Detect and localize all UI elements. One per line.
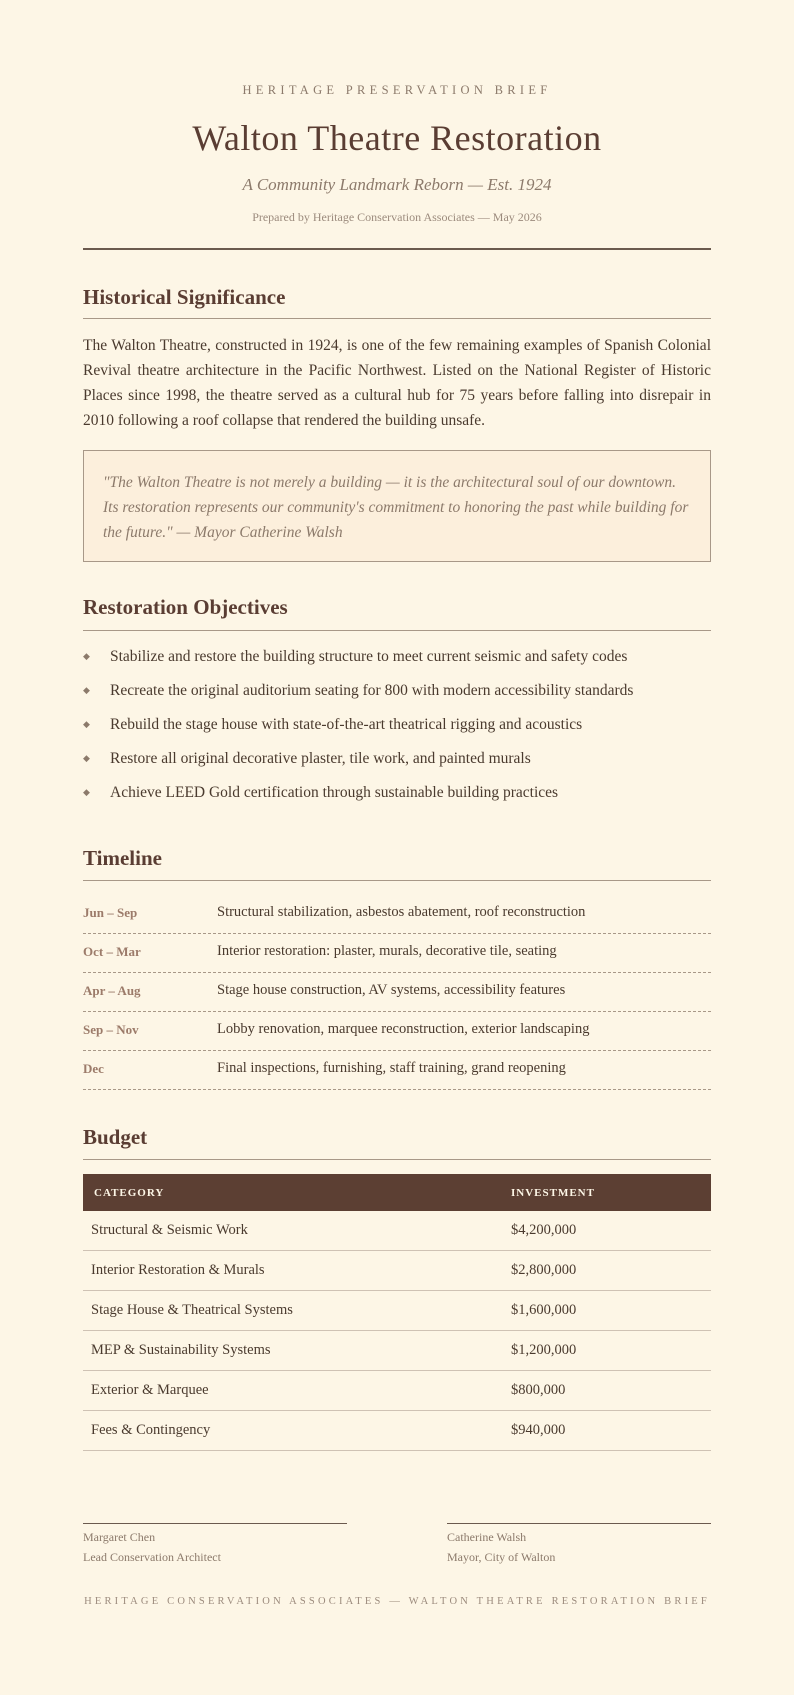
budget-category: MEP & Sustainability Systems — [83, 1331, 511, 1371]
header-divider — [83, 248, 711, 250]
signatory-role: Mayor, City of Walton — [447, 1550, 556, 1564]
timeline-description: Structural stabilization, asbestos abatement, roof reconstruction — [217, 904, 586, 920]
budget-category: Interior Restoration & Murals — [83, 1251, 511, 1291]
diamond-bullet-icon: ◆ — [83, 753, 90, 763]
signature-line — [83, 1523, 347, 1524]
diamond-bullet-icon: ◆ — [83, 685, 90, 695]
document-footer: HERITAGE CONSERVATION ASSOCIATES — WALTON THEATRE RESTORATION BRIEF — [84, 1596, 710, 1607]
budget-amount: $940,000 — [511, 1411, 711, 1451]
table-row — [83, 1371, 711, 1411]
budget-category: Stage House & Theatrical Systems — [83, 1291, 511, 1331]
timeline-divider — [83, 880, 711, 881]
signature-block-left — [83, 1523, 347, 1565]
budget-divider — [83, 1159, 711, 1160]
budget-category: Exterior & Marquee — [83, 1371, 511, 1411]
table-row — [83, 1211, 711, 1251]
signatory-role: Lead Conservation Architect — [83, 1550, 221, 1564]
objectives-list — [83, 648, 711, 818]
list-item: ◆ Stabilize and restore the building structure to meet current seismic and safety codes — [83, 648, 628, 665]
timeline-description: Stage house construction, AV systems, accessibility features — [217, 982, 566, 998]
table-row — [83, 1331, 711, 1371]
document-title: Walton Theatre Restoration — [192, 118, 602, 158]
document-subtitle: A Community Landmark Reborn — Est. 1924 — [242, 175, 552, 194]
timeline-row — [83, 973, 711, 1012]
mayor-quote: "The Walton Theatre is not merely a building — it is the architectural soul of our downtown. Its restoration represents our community's commitment to honoring the past while building for the future." — Mayor Catherine Walsh — [83, 450, 711, 562]
diamond-bullet-icon: ◆ — [83, 719, 90, 729]
timeline-description: Final inspections, furnishing, staff training, grand reopening — [217, 1060, 566, 1076]
signature-block-right — [447, 1523, 711, 1565]
timeline-period: Oct – Mar — [83, 944, 141, 959]
timeline-row — [83, 1051, 711, 1090]
timeline-row — [83, 1012, 711, 1051]
diamond-bullet-icon: ◆ — [83, 787, 90, 797]
budget-table — [83, 1174, 711, 1451]
table-header-row — [83, 1174, 711, 1211]
timeline-period: Sep – Nov — [83, 1022, 139, 1037]
column-header-investment: INVESTMENT — [511, 1174, 711, 1211]
historical-divider — [83, 318, 711, 319]
objectives-divider — [83, 630, 711, 631]
budget-amount: $1,600,000 — [511, 1291, 711, 1331]
budget-amount: $1,200,000 — [511, 1331, 711, 1371]
list-item: ◆ Restore all original decorative plaster, tile work, and painted murals — [83, 750, 531, 767]
table-row — [83, 1291, 711, 1331]
timeline-heading: Timeline — [83, 846, 162, 870]
column-header-category: CATEGORY — [83, 1174, 511, 1211]
timeline-list — [83, 895, 711, 1090]
signature-line — [447, 1523, 711, 1524]
budget-category: Structural & Seismic Work — [83, 1211, 511, 1251]
list-item: ◆ Rebuild the stage house with state-of-the-art theatrical rigging and acoustics — [83, 716, 583, 733]
budget-amount: $4,200,000 — [511, 1211, 711, 1251]
timeline-period: Apr – Aug — [83, 983, 141, 998]
budget-amount: $800,000 — [511, 1371, 711, 1411]
budget-category: Fees & Contingency — [83, 1411, 511, 1451]
timeline-row — [83, 934, 711, 973]
prepared-by-line: Prepared by Heritage Conservation Associates — May 2026 — [252, 210, 542, 224]
timeline-description: Interior restoration: plaster, murals, decorative tile, seating — [217, 943, 557, 959]
budget-amount: $2,800,000 — [511, 1251, 711, 1291]
table-row — [83, 1411, 711, 1451]
timeline-description: Lobby renovation, marquee reconstruction, exterior landscaping — [217, 1021, 590, 1037]
signatory-name: Catherine Walsh — [447, 1530, 527, 1544]
diamond-bullet-icon: ◆ — [83, 651, 90, 661]
timeline-period: Dec — [83, 1061, 104, 1076]
list-item: ◆ Achieve LEED Gold certification through sustainable building practices — [83, 784, 559, 801]
document-kicker: HERITAGE PRESERVATION BRIEF — [242, 83, 552, 97]
timeline-period: Jun – Sep — [83, 905, 138, 920]
timeline-row — [83, 895, 711, 934]
objectives-heading: Restoration Objectives — [83, 595, 288, 619]
historical-heading: Historical Significance — [83, 285, 286, 309]
list-item: ◆ Recreate the original auditorium seating for 800 with modern accessibility standards — [83, 682, 634, 699]
budget-heading: Budget — [83, 1125, 148, 1149]
historical-paragraph: The Walton Theatre, constructed in 1924, is one of the few remaining examples of Spanish Colonial Revival theatre architecture in the Pacific Northwest. Listed on the National Register of Historic Places since 1998, the theatre served as a cultural hub for 75 years before falling into disrepair in 2010 following a roof collapse that rendered the building unsafe. — [83, 337, 711, 429]
signatory-name: Margaret Chen — [83, 1530, 156, 1544]
table-row — [83, 1251, 711, 1291]
